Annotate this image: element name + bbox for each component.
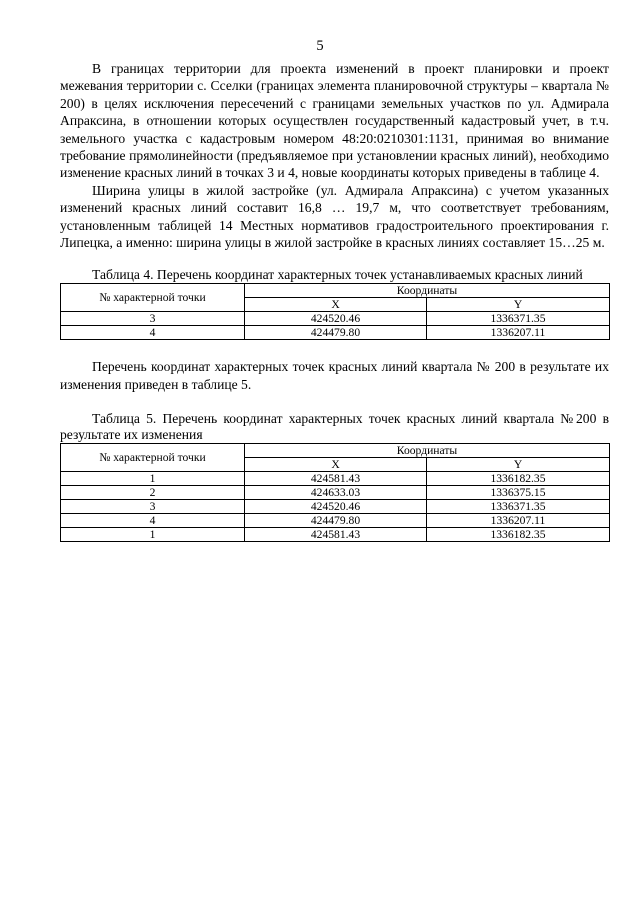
table5-coordinates [60, 443, 610, 542]
y-coordinate-cell: 1336371.35 [427, 312, 610, 326]
x-coordinate-cell: 424581.43 [245, 472, 427, 486]
y-coordinate-cell: 1336207.11 [427, 326, 610, 340]
point-number-cell: 1 [61, 472, 245, 486]
x-coordinate-cell: 424520.46 [245, 500, 427, 514]
table-row [61, 326, 610, 340]
table5-caption: Таблица 5. Перечень координат характерных точек красных линий квартала №200 в результате их изменения [60, 411, 609, 443]
y-coordinate-cell: 1336207.11 [427, 514, 610, 528]
page-number: 5 [316, 38, 324, 54]
x-coordinate-cell: 424479.80 [245, 514, 427, 528]
table4-header-point: № характерной точки [61, 284, 245, 312]
x-coordinate-cell: 424520.46 [245, 312, 427, 326]
paragraph-table5-reference: Перечень координат характерных точек красных линий квартала № 200 в результате их изменения приведен в таблице 5. [60, 359, 609, 392]
table4-coordinates [60, 283, 610, 340]
paragraph-street-width: Ширина улицы в жилой застройке (ул. Адмирала Апраксина) с учетом указанных изменений красных линий составит 16,8 … 19,7 м, что соответствует требованиям, установленным таблицей 14 Местных нормативов градостроительного проектирования г. Липецка, а именно: ширина улицы в жилой застройке в красных линиях составляет 15…25 м. [60, 182, 609, 251]
x-coordinate-cell: 424479.80 [245, 326, 427, 340]
table4-header-x: X [245, 298, 427, 312]
table-row [61, 528, 610, 542]
y-coordinate-cell: 1336371.35 [427, 500, 610, 514]
table5-header-y: Y [427, 458, 610, 472]
y-coordinate-cell: 1336182.35 [427, 528, 610, 542]
paragraph-red-lines-change: В границах территории для проекта изменений в проект планировки и проект межевания территории с. Сселки (границах элемента планировочной структуры – квартала № 200) в целях исключения пересечений с границами земельных участков по ул. Адмирала Апраксина, в отношении которых осуществлен государственный кадастровый учет, в т.ч. земельного участка с кадастровым номером 48:20:0210301:1131, принимая во внимание требование прямолинейности (предъявляемое при установлении красных линий), необходимо изменение красных линий в точках 3 и 4, новые координаты которых приведены в таблице 4. [60, 61, 609, 181]
table4-header-coordinates: Координаты [245, 284, 610, 298]
point-number-cell: 4 [61, 514, 245, 528]
point-number-cell: 3 [61, 500, 245, 514]
table4-caption: Таблица 4. Перечень координат характерных точек устанавливаемых красных линий [92, 267, 583, 283]
point-number-cell: 4 [61, 326, 245, 340]
point-number-cell: 3 [61, 312, 245, 326]
x-coordinate-cell: 424633.03 [245, 486, 427, 500]
table-row [61, 472, 610, 486]
table-row [61, 514, 610, 528]
table-row [61, 500, 610, 514]
x-coordinate-cell: 424581.43 [245, 528, 427, 542]
table-row [61, 486, 610, 500]
table5-header-point: № характерной точки [61, 444, 245, 472]
point-number-cell: 2 [61, 486, 245, 500]
document-body [60, 60, 609, 542]
table5-header-x: X [245, 458, 427, 472]
y-coordinate-cell: 1336375.15 [427, 486, 610, 500]
table4-header-y: Y [427, 298, 610, 312]
table5-header-coordinates: Координаты [245, 444, 610, 458]
table-row [61, 312, 610, 326]
y-coordinate-cell: 1336182.35 [427, 472, 610, 486]
point-number-cell: 1 [61, 528, 245, 542]
